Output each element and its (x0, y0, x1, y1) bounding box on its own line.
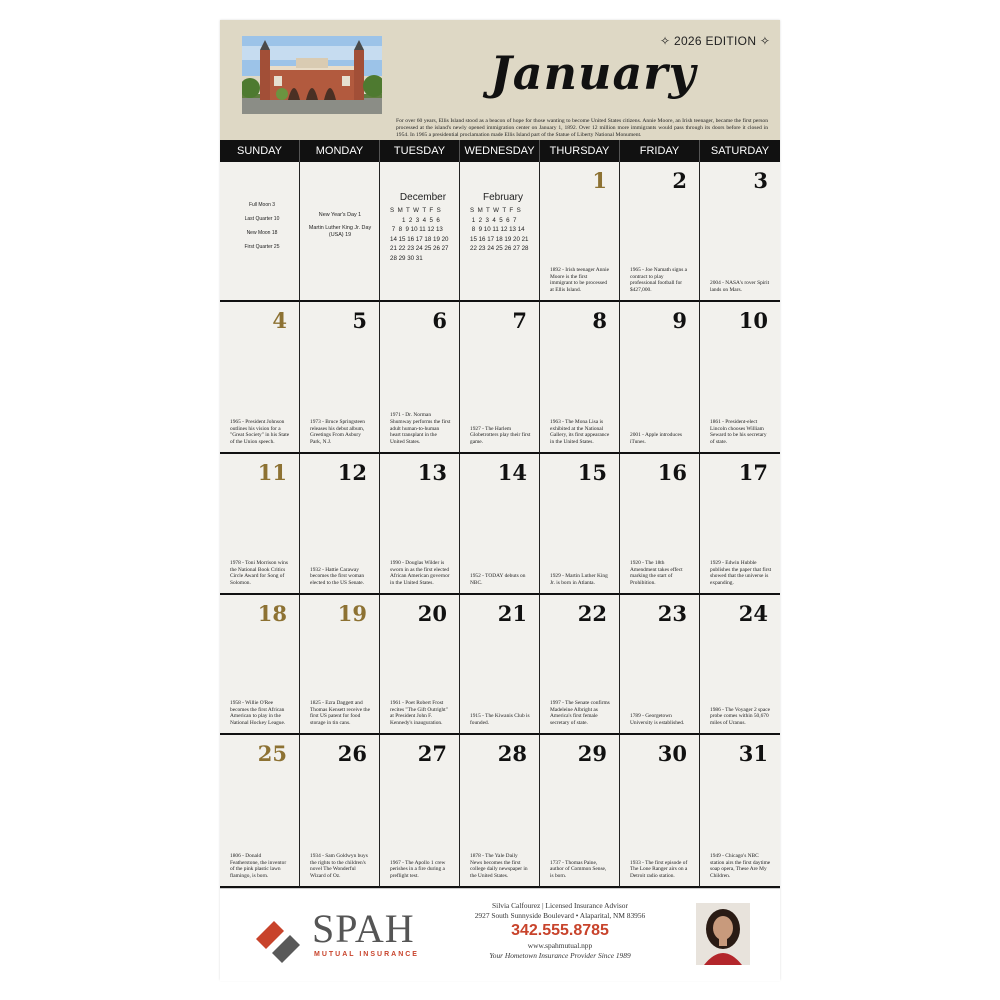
day-cell-9 (620, 302, 700, 454)
day-event: 1927 - The Harlem Globetrotters play their first game. (470, 425, 531, 446)
day-number: 24 (738, 601, 768, 626)
day-cell-10 (700, 302, 780, 454)
day-event: 1990 - Douglas Wilder is sworn in as the first elected African American governor in the United States. (390, 559, 450, 587)
day-cell-14 (460, 454, 540, 595)
agent-portrait (696, 903, 750, 965)
day-cell-13 (380, 454, 460, 595)
weekday-thursday: THURSDAY (540, 140, 620, 162)
mini-calendar-february-cell (460, 162, 540, 302)
day-event: 1915 - The Kiwanis Club is founded. (470, 713, 530, 727)
day-number: 9 (672, 308, 687, 333)
day-number: 8 (592, 308, 607, 333)
day-event: 1929 - Edwin Hubble publishes the paper that first showed that the universe is expanding. (710, 559, 772, 587)
day-event: 2001 - Apple introduces iTunes. (630, 432, 682, 446)
mini-february-row: 15 16 17 18 19 20 21 (470, 235, 529, 243)
day-number: 2 (672, 168, 687, 193)
day-number: 20 (417, 601, 447, 626)
weekday-header (220, 140, 780, 162)
day-number: 4 (272, 308, 287, 333)
day-event: 1967 - The Apollo 1 crew perishes in a fire during a preflight test. (390, 859, 446, 880)
mini-february-row: 8 9 10 11 12 13 14 (470, 226, 525, 233)
mini-december-row: S M T W T F S (390, 207, 441, 214)
day-number: 23 (657, 601, 687, 626)
day-event: 1892 - Irish teenager Annie Moore is the first immigrant to be processed at Ellis Island. (550, 266, 609, 294)
holiday-mlk: Martin Luther King Jr. Day (USA) 19 (308, 225, 372, 238)
day-number: 16 (657, 460, 687, 485)
day-number: 27 (417, 741, 447, 766)
day-number: 22 (577, 601, 607, 626)
intro-paragraph: For over 60 years, Ellis Island stood as a beacon of hope for those wanting to become United States citizens. Annie Moore, an Irish teenager, became the first person processed at the island's newly opened immigration center on January 1, 1892. Over 12 million more immigrants would pass through its doors before it closed in 1954. In 1965 a presidential proclamation made Ellis Island part of the Statue of Liberty National Monument. (396, 118, 768, 138)
day-number: 18 (257, 601, 287, 626)
day-cell-8 (540, 302, 620, 454)
holidays (308, 212, 372, 245)
agent-address: 2927 South Sunnyside Boulevard • Alaparital, NM 83956 (474, 911, 646, 920)
advertiser-footer (220, 888, 780, 981)
day-cell-2 (620, 162, 700, 302)
weekday-saturday: SATURDAY (710, 145, 770, 157)
day-number: 19 (337, 601, 367, 626)
day-cell-17 (700, 454, 780, 595)
day-number: 30 (657, 741, 687, 766)
weekday-wednesday: WEDNESDAY (460, 140, 540, 162)
day-event: 1934 - Sam Goldwyn buys the rights to the children's novel The Wonderful Wizard of Oz. (310, 852, 368, 880)
day-cell-20 (380, 595, 460, 735)
mini-december-title: December (399, 192, 447, 203)
day-number: 14 (497, 460, 527, 485)
mini-february-row: S M T W T F S (470, 207, 521, 214)
day-number: 13 (417, 460, 447, 485)
day-event: 1963 - The Mona Lisa is exhibited at the National Gallery, its first appearance in the United States. (550, 418, 610, 446)
day-number: 6 (432, 308, 447, 333)
weekday-sunday: SUNDAY (220, 140, 300, 162)
day-cell-12 (300, 454, 380, 595)
moon-phases-cell (220, 162, 300, 302)
day-event: 1973 - Bruce Springsteen releases his debut album, Greetings From Asbury Park, N.J. (310, 418, 365, 446)
day-cell-16 (620, 454, 700, 595)
day-number: 28 (497, 741, 527, 766)
day-number: 26 (337, 741, 367, 766)
day-number: 21 (497, 601, 527, 626)
day-cell-30 (620, 735, 700, 888)
mini-february-title: February (482, 192, 523, 203)
day-number: 5 (352, 308, 367, 333)
day-event: 1961 - Poet Robert Frost recites "The Gift Outright" at President John F. Kennedy's inauguration. (390, 699, 448, 727)
calendar-header (220, 20, 780, 140)
day-number: 1 (592, 168, 607, 193)
day-number: 25 (257, 741, 287, 766)
mini-december-row: 14 15 16 17 18 19 20 (390, 235, 449, 243)
day-cell-21 (460, 595, 540, 735)
day-event: 1737 - Thomas Paine, author of Common Sense, is born. (550, 859, 607, 880)
day-cell-25 (220, 735, 300, 888)
day-cell-18 (220, 595, 300, 735)
day-event: 1952 - TODAY debuts on NBC. (470, 573, 526, 587)
holidays-cell (300, 162, 380, 302)
mini-december-row: 28 29 30 31 (390, 254, 423, 262)
day-event: 1929 - Martin Luther King Jr. is born in Atlanta. (550, 573, 608, 587)
moon-phase-first-quarter: First Quarter 25 (244, 244, 280, 250)
day-event: 1949 - Chicago's NBC station airs the first daytime soap opera, These Are My Children. (710, 852, 771, 880)
edition-label: ✧ 2026 EDITION ✧ (660, 34, 771, 48)
moon-phase-last-quarter: Last Quarter 10 (244, 216, 280, 222)
day-number: 7 (512, 308, 527, 333)
day-event: 1933 - The first episode of The Lone Ranger airs on a Detroit radio station. (630, 859, 688, 880)
day-event: 1965 - President Johnson outlines his vision for a "Great Society" in his State of the Union speech. (230, 418, 290, 446)
brand-name: SPAH (312, 906, 415, 951)
day-event: 2004 - NASA's rover Spirit lands on Mars. (710, 280, 770, 294)
day-cell-1 (540, 162, 620, 302)
moon-phase-new: New Moon 18 (246, 230, 278, 236)
calendar-sheet (220, 20, 780, 980)
day-cell-24 (700, 595, 780, 735)
day-cell-4 (220, 302, 300, 454)
mini-calendar-december (390, 192, 456, 263)
calendar-grid (220, 162, 780, 888)
day-event: 1932 - Hattie Caraway becomes the first woman elected to the US Senate. (310, 566, 365, 587)
moon-phase-full: Full Moon 3 (248, 202, 276, 208)
day-cell-19 (300, 595, 380, 735)
agent-info (460, 901, 660, 961)
day-number: 12 (337, 460, 367, 485)
day-cell-29 (540, 735, 620, 888)
day-number: 3 (753, 168, 768, 193)
day-number: 31 (738, 741, 768, 766)
mini-february-row: 1 2 3 4 5 6 7 (470, 216, 517, 224)
month-title: January (490, 46, 697, 100)
spah-logo-icon (250, 909, 306, 965)
day-event: 1971 - Dr. Norman Shumway performs the first adult human-to-human heart transplant in the United States. (390, 412, 451, 446)
day-cell-3 (700, 162, 780, 302)
day-number: 10 (738, 308, 768, 333)
agent-name-title: Silvia Calfourez | Licensed Insurance Advisor (492, 901, 628, 910)
day-cell-5 (300, 302, 380, 454)
mini-december-row: 7 8 9 10 11 12 13 (390, 226, 443, 233)
agent-phone: 342.555.8785 (511, 922, 609, 939)
day-cell-6 (380, 302, 460, 454)
mini-december-row: 1 2 3 4 5 6 (390, 216, 440, 224)
weekday-monday: MONDAY (300, 140, 380, 162)
weekday-friday: FRIDAY (620, 140, 700, 162)
day-cell-15 (540, 454, 620, 595)
day-event: 1825 - Ezra Daggett and Thomas Kensett receive the first US patent for food storage in tin cans. (310, 699, 371, 727)
day-cell-28 (460, 735, 540, 888)
day-cell-11 (220, 454, 300, 595)
day-cell-31 (700, 735, 780, 888)
day-number: 15 (577, 460, 607, 485)
day-event: 1806 - Donald Featherstone, the inventor of the pink plastic lawn flamingo, is born. (230, 852, 287, 880)
day-event: 1920 - The 18th Amendment takes effect marking the start of Prohibition. (630, 559, 683, 587)
day-event: 1958 - Willie O'Ree becomes the first African American to play in the National Hockey League. (230, 699, 286, 727)
day-event: 1986 - The Voyager 2 space probe comes within 50,670 miles of Uranus. (710, 706, 771, 727)
day-event: 1965 - Joe Namath signs a contract to play professional football for $427,000. (630, 266, 688, 294)
day-number: 29 (577, 741, 607, 766)
mini-february-row: 22 23 24 25 26 27 28 (470, 245, 529, 252)
holiday-new-years: New Year's Day 1 (318, 212, 362, 218)
day-cell-27 (380, 735, 460, 888)
day-event: 1861 - President-elect Lincoln chooses William Seward to be his secretary of state. (710, 418, 767, 446)
mini-calendar-february (470, 192, 536, 254)
weekday-tuesday: TUESDAY (380, 140, 460, 162)
day-event: 1789 - Georgetown University is established. (630, 713, 685, 727)
ellis-island-photo (242, 36, 382, 114)
day-number: 17 (738, 460, 768, 485)
agent-tagline: Your Hometown Insurance Provider Since 1989 (489, 951, 631, 960)
day-cell-23 (620, 595, 700, 735)
agent-website: www.spahmutual.npp (527, 941, 593, 950)
day-cell-26 (300, 735, 380, 888)
brand-subtitle: MUTUAL INSURANCE (314, 951, 419, 958)
day-cell-7 (460, 302, 540, 454)
day-event: 1997 - The Senate confirms Madeleine Albright as America's first female secretary of state. (550, 699, 610, 727)
mini-calendar-december-cell (380, 162, 460, 302)
day-event: 1978 - Toni Morrison wins the National Book Critics Circle Award for Song of Solomon. (230, 559, 288, 587)
day-number: 11 (257, 460, 287, 485)
day-event: 1878 - The Yale Daily News becomes the first college daily newspaper in the United States. (470, 852, 528, 880)
day-cell-22 (540, 595, 620, 735)
moon-phases (234, 202, 290, 258)
mini-december-row: 21 22 23 24 25 26 27 (390, 245, 449, 252)
